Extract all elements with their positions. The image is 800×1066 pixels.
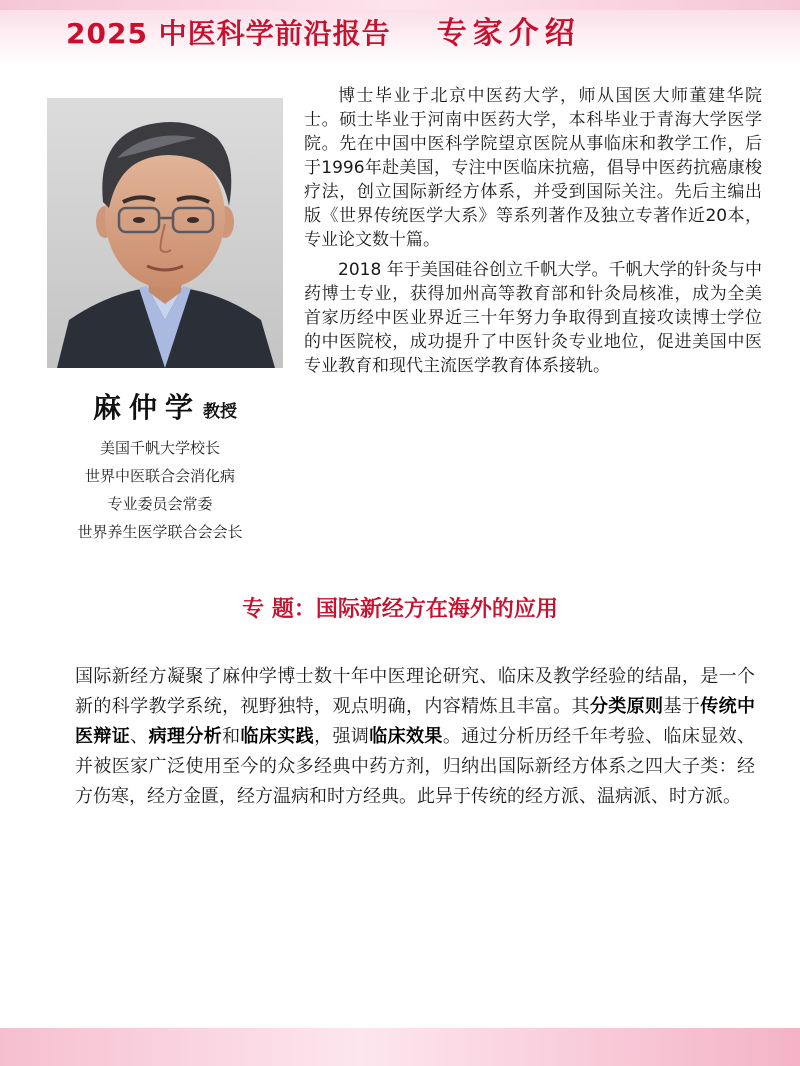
topic-description <box>75 662 755 812</box>
role-line: 美国千帆大学校长 <box>99 439 220 457</box>
topic-heading: 专 题：国际新经方在海外的应用 <box>242 597 558 622</box>
description-text: 和 <box>222 726 241 747</box>
description-emphasis: 传统中医辩证 <box>75 696 756 747</box>
expert-portrait <box>47 98 283 368</box>
section-title: 专家介绍 <box>436 16 581 51</box>
description-text: ，强调 <box>314 726 370 747</box>
page-title <box>66 14 581 54</box>
expert-name-line <box>40 386 290 426</box>
footer-band <box>0 1028 800 1066</box>
description-emphasis: 病理分析 <box>148 726 223 747</box>
report-title: 2025 中医科学前沿报告 <box>66 17 391 50</box>
expert-name: 麻仲学 <box>92 391 201 424</box>
header-band <box>0 0 800 66</box>
description-emphasis: 临床效果 <box>369 726 443 747</box>
portrait-illustration <box>47 98 283 368</box>
role-line: 专业委员会常委 <box>107 495 213 513</box>
description-emphasis: 分类原则 <box>589 696 664 717</box>
description-text: 、 <box>130 726 149 747</box>
description-text: 基于 <box>663 696 701 717</box>
description-text: 。通过分析历经千年考验、临床显效、并被医家广泛使用至今的众多经典中药方剂，归纳出国际新经方体系之四大子类：经方伤寒，经方金匱，经方温病和时方经典。此异于传统的经方派、温病派、时方派。 <box>75 726 756 807</box>
description-emphasis: 临床实践 <box>240 726 315 747</box>
role-line: 世界养生医学联合会会长 <box>77 523 243 541</box>
bio-paragraph: 博士毕业于北京中医药大学，师从国医大师董建华院士。硕士毕业于河南中医药大学，本科毕业于青海大学医学院。先在中国中医科学院望京医院从事临床和教学工作，后于1996年赴美国，专注中医临床抗癌，倡导中医药抗癌康梭疗法，创立国际新经方体系，并受到国际关注。先后主编出版《世界传统医学大系》等系列著作及独立专著作近20本，专业论文数十篇。 <box>304 86 762 250</box>
expert-rank: 教授 <box>203 402 237 422</box>
role-line: 世界中医联合会消化病 <box>84 467 235 485</box>
expert-bio <box>304 84 762 384</box>
description-text: 国际新经方凝聚了麻仲学博士数十年中医理论研究、临床及教学经验的结晶，是一个新的科学教学系统，视野独特，观点明确，内容精炼且丰富。其 <box>75 666 755 717</box>
expert-roles <box>30 434 290 546</box>
bio-paragraph: 2018 年于美国硅谷创立千帆大学。千帆大学的针灸与中药博士专业，获得加州高等教育部和针灸局核准，成为全美首家历经中医业界近三十年努力争取得到直接攻读博士学位的中医院校，成功提升了中医针灸专业地位，促进美国中医专业教育和现代主流医学教育体系接轨。 <box>304 260 762 376</box>
